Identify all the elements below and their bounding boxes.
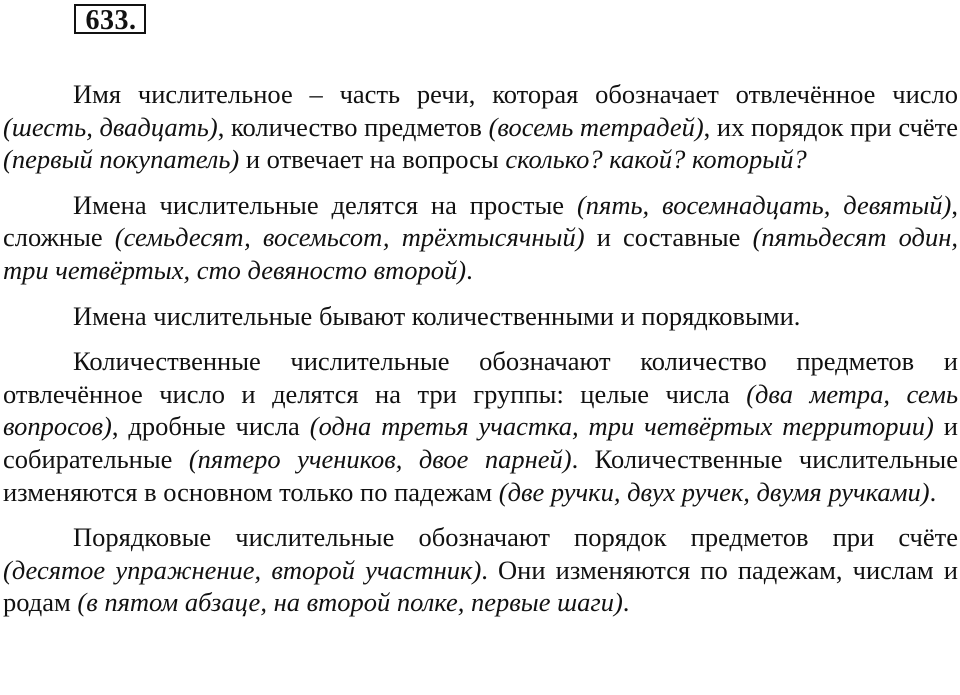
text-run: . (929, 476, 937, 507)
text-run: Имена числительные делятся на простые (73, 189, 577, 220)
text-run: и отвечает на вопросы (239, 144, 506, 175)
example-italic: (две ручки, двух ручек, двумя ручками) (498, 476, 930, 507)
text-run: . (622, 587, 630, 618)
example-italic: (семьдесят, восемьсот, трёхтысячный) (114, 222, 585, 253)
example-italic: (пятеро учеников, двое парней) (188, 443, 572, 474)
text-run: . (466, 254, 473, 285)
paragraph-definition (3, 78, 958, 176)
text-run: и составные (584, 222, 753, 253)
paragraph-ordinal-numerals (3, 521, 958, 619)
text-run: Количественные числительные обозначают количество предметов и отвлечённое число и делятся на три группы: целые числа (3, 346, 958, 409)
example-italic: (два метра, семь вопросов) (3, 378, 959, 442)
example-italic: (пять, восемнадцать, девятый) (576, 189, 952, 220)
example-italic: (первый покупатель) (3, 144, 240, 175)
example-italic: (восемь тетрадей) (488, 111, 704, 142)
document-body (3, 78, 958, 619)
text-run: Имена числительные бывают количественными и порядковыми. (73, 300, 801, 331)
text-run: Имя числительное – часть речи, которая обозначает отвлечённое число (73, 79, 958, 109)
example-italic: (одна третья участка, три четвёртых территории) (309, 411, 934, 442)
paragraph-categories (3, 300, 958, 333)
exercise-number: 633. (74, 4, 146, 34)
text-run: , их порядок при счёте (703, 111, 958, 142)
text-run: . Количественные числительные изменяются в основном только по падежам (3, 443, 958, 507)
example-italic: (шесть, двадцать) (3, 111, 218, 142)
text-run: , дробные числа (111, 411, 310, 442)
example-italic: (пятьдесят один, три четвёртых, сто девяносто второй) (3, 222, 958, 285)
paragraph-cardinal-numerals (3, 345, 958, 508)
text-run: , сложные (3, 189, 958, 253)
text-run: , количество предметов (217, 111, 489, 142)
example-italic: сколько? какой? который? (505, 144, 807, 175)
text-run: и собирательные (3, 411, 958, 474)
example-italic: (в пятом абзаце, на второй полке, первые шаги) (77, 587, 623, 618)
paragraph-structure-types (3, 189, 958, 287)
text-run: . Они изменяются по падежам, числам и родам (3, 554, 958, 618)
text-run: Порядковые числительные обозначают порядок предметов при счёте (73, 522, 958, 553)
example-italic: (десятое упражнение, второй участник) (3, 554, 482, 585)
